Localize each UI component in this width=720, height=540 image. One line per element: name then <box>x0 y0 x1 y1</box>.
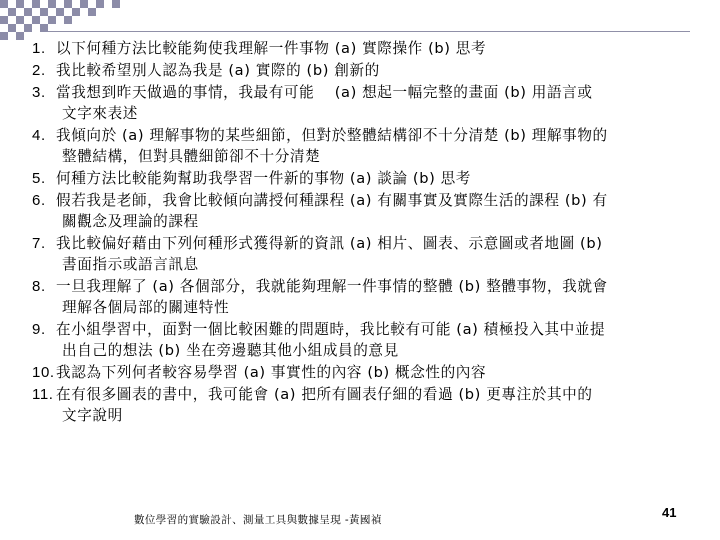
question-line: 我比較偏好藉由下列何種形式獲得新的資訊 (a) 相片、圖表、示意圖或者地圖 (b) <box>56 235 603 252</box>
question-line-continued: 關觀念及理論的課程 <box>62 213 199 230</box>
page-number: 41 <box>662 505 677 520</box>
question-line: 在小組學習中，面對一個比較困難的問題時，我比較有可能 (a) 積極投入其中並提 <box>56 321 606 338</box>
question-number: 6. <box>32 192 46 209</box>
question-line-continued: 出自己的想法 (b) 坐在旁邊聽其他小組成員的意見 <box>62 342 399 359</box>
question-line-continued: 書面指示或語言訊息 <box>62 256 199 273</box>
question-line: 何種方法比較能夠幫助我學習一件新的事物 (a) 談論 (b) 思考 <box>56 170 471 187</box>
question-line-continued: 理解各個局部的關連特性 <box>62 299 230 316</box>
question-line-continued: 整體結構，但對具體細節卻不十分清楚 <box>62 148 321 165</box>
question-line: 我傾向於 (a) 理解事物的某些細節，但對於整體結構卻不十分清楚 (b) 理解事物的 <box>56 127 608 144</box>
question-number: 3. <box>32 84 46 101</box>
question-item <box>32 233 704 275</box>
question-number: 4. <box>32 127 46 144</box>
question-list <box>32 38 704 427</box>
question-number: 11. <box>32 386 54 403</box>
question-item <box>32 60 704 81</box>
question-line: 在有很多圖表的書中，我可能會 (a) 把所有圖表仔細的看過 (b) 更專注於其中的 <box>56 386 593 403</box>
question-number: 7. <box>32 235 46 252</box>
question-line: 我認為下列何者較容易學習 (a) 事實性的內容 (b) 概念性的內容 <box>56 364 487 381</box>
question-line: 當我想到昨天做過的事情，我最有可能 (a) 想起一幅完整的畫面 (b) 用語言或 <box>56 84 593 101</box>
question-line: 以下何種方法比較能夠使我理解一件事物 (a) 實際操作 (b) 思考 <box>56 40 487 57</box>
slide-footer: 數位學習的實驗設計、測量工具與數據呈現 -黃國禎 <box>134 514 382 526</box>
question-line: 假若我是老師，我會比較傾向講授何種課程 (a) 有關事實及實際生活的課程 (b) 有 <box>56 192 608 209</box>
question-number: 2. <box>32 62 46 79</box>
question-number: 9. <box>32 321 46 338</box>
header-divider <box>48 31 690 32</box>
question-item <box>32 384 704 426</box>
question-line: 一旦我理解了 (a) 各個部分，我就能夠理解一件事情的整體 (b) 整體事物，我就會 <box>56 278 608 295</box>
question-number: 10. <box>32 364 55 381</box>
question-item <box>32 276 704 318</box>
question-item <box>32 38 704 59</box>
question-number: 8. <box>32 278 46 295</box>
question-item <box>32 319 704 361</box>
question-item <box>32 362 704 383</box>
question-item <box>32 190 704 232</box>
question-item <box>32 168 704 189</box>
question-item <box>32 125 704 167</box>
question-line: 我比較希望別人認為我是 (a) 實際的 (b) 創新的 <box>56 62 380 79</box>
question-number: 1. <box>32 40 46 57</box>
question-item <box>32 82 704 124</box>
checker-decoration <box>0 0 160 40</box>
question-line-continued: 文字來表述 <box>62 105 138 122</box>
question-number: 5. <box>32 170 46 187</box>
question-line-continued: 文字說明 <box>62 407 123 424</box>
